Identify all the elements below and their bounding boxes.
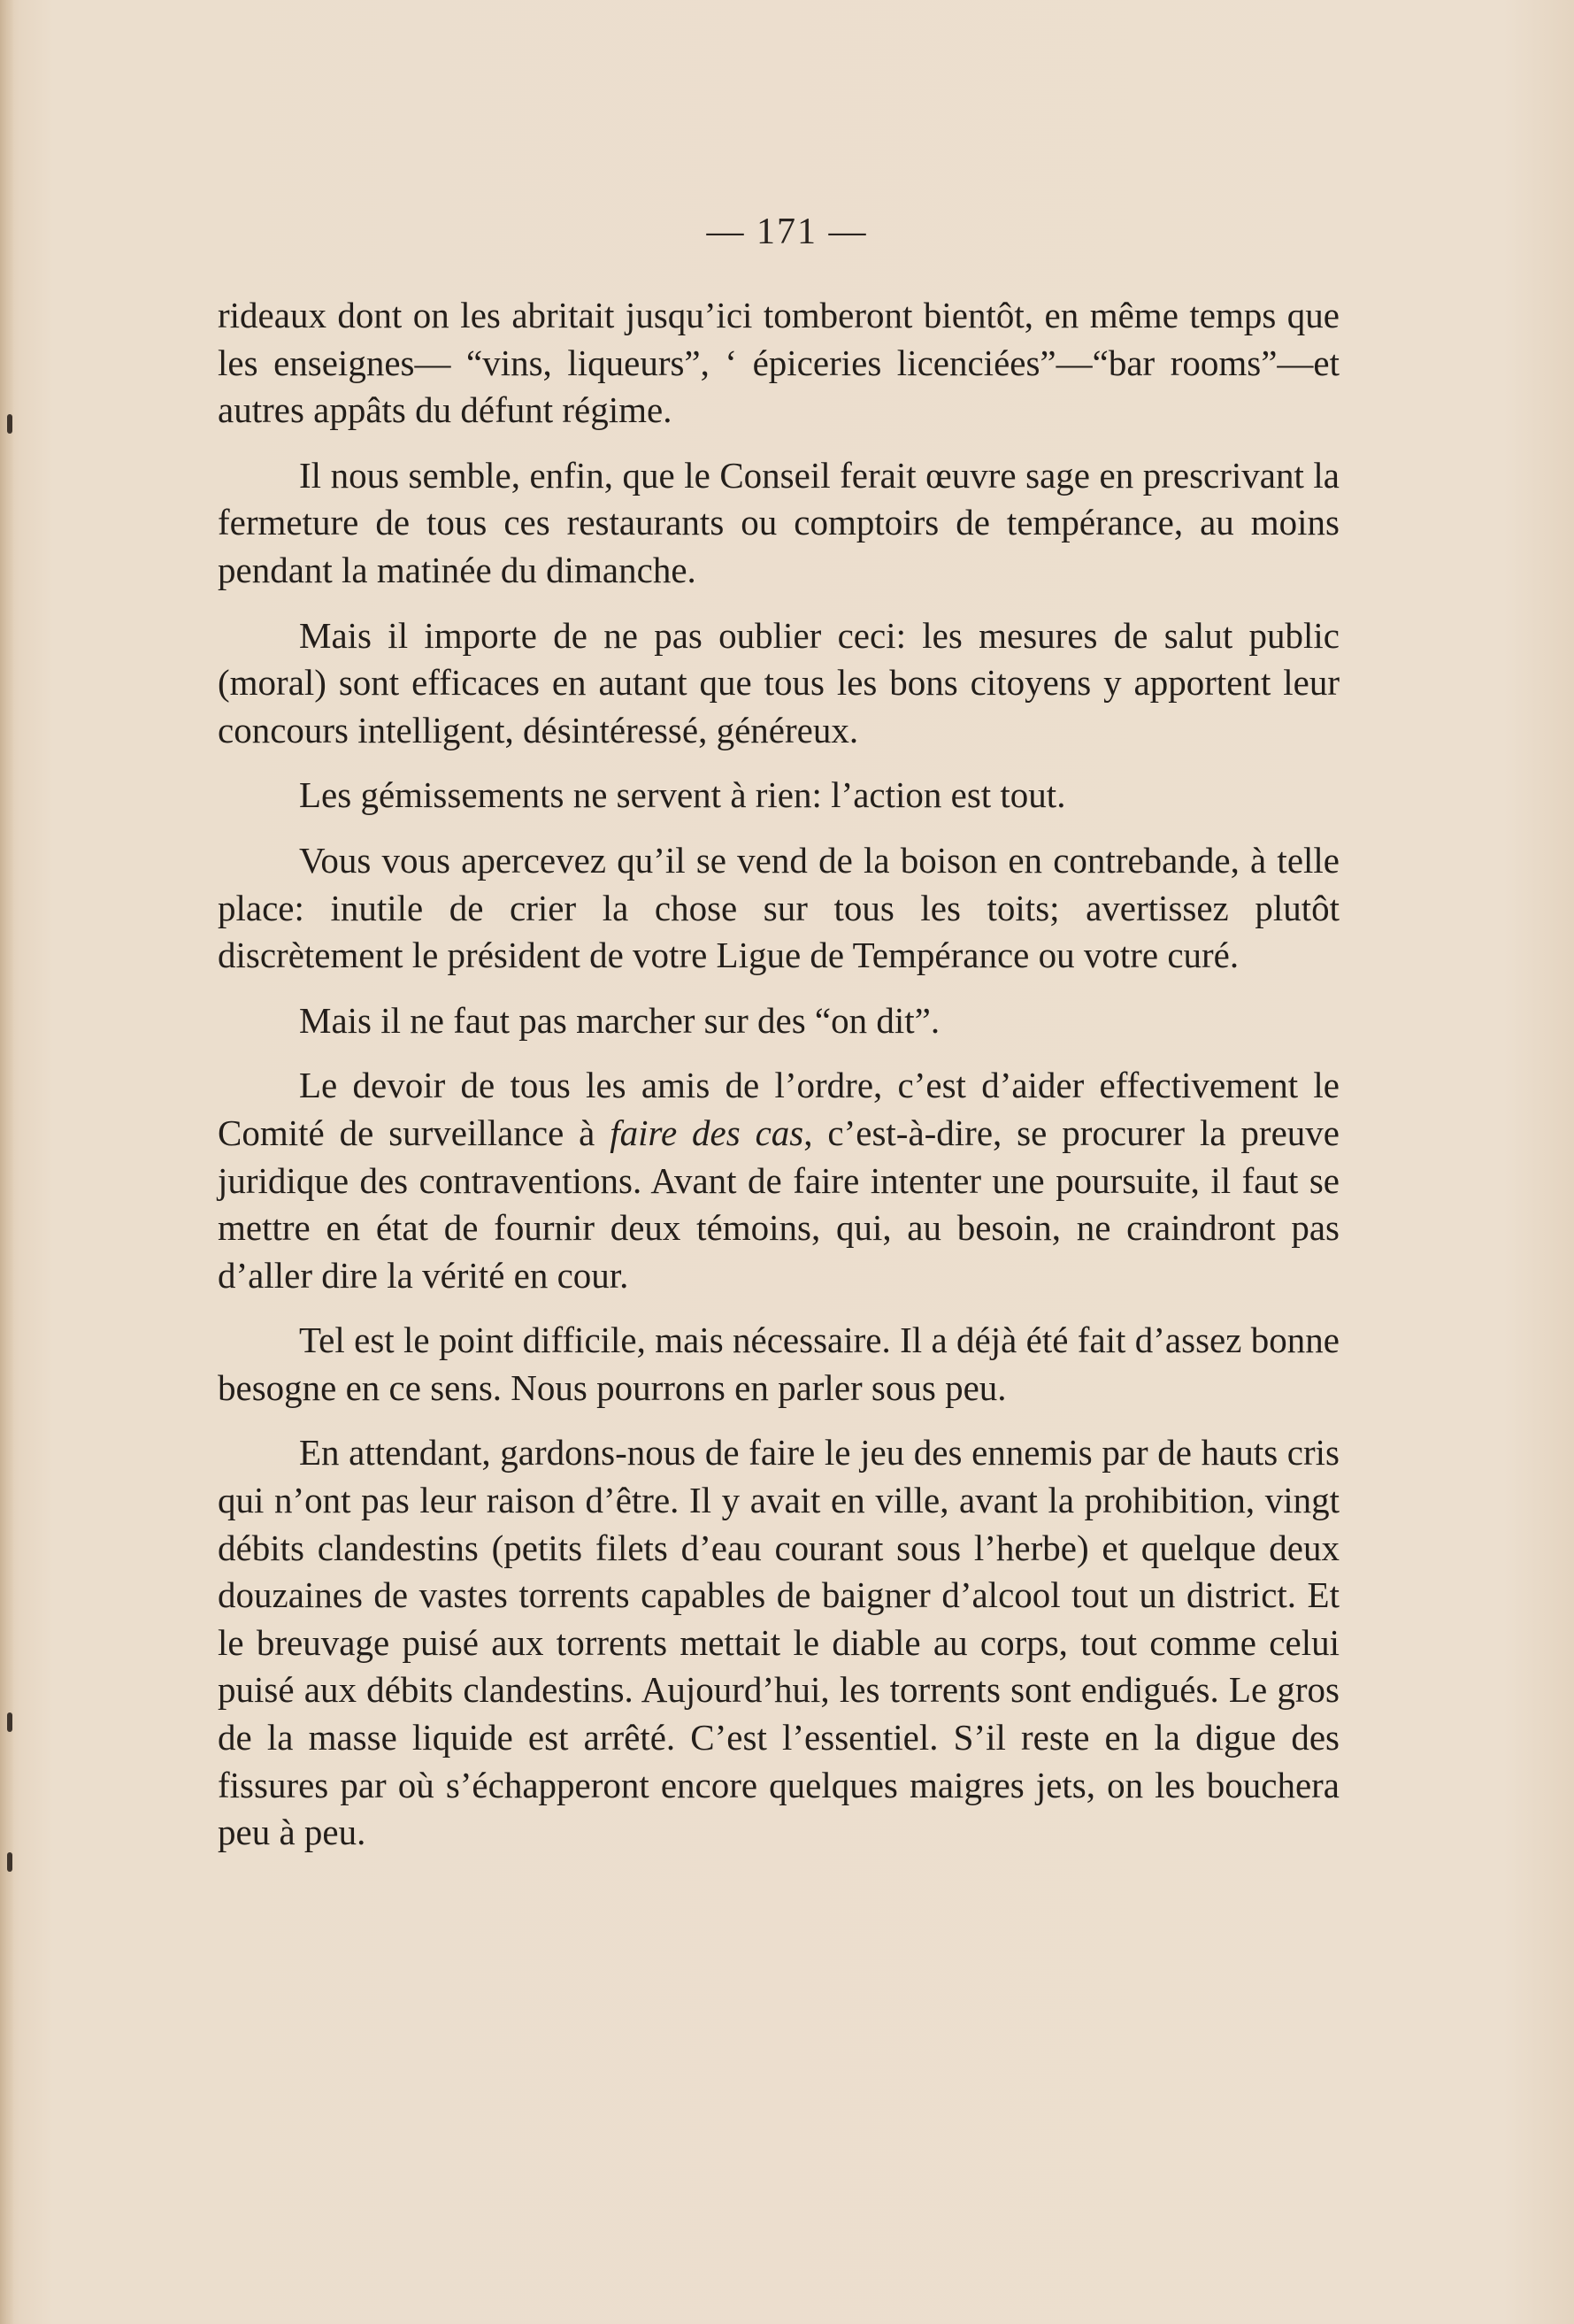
page-number: — 171 — [706, 212, 868, 252]
paragraph-text: Le devoir de tous les amis de l’ordre, c’est d’aider effectivement le Comité de surveillance à [218, 1065, 1340, 1153]
paragraph: rideaux dont on les abritait jusqu’ici tomberont bientôt, en même temps que les enseignes— “vins, liqueurs”, ‘ épiceries licenciées”—“bar rooms”—et autres appâts du défunt régime. [218, 295, 1340, 431]
binding-stitch [7, 414, 12, 434]
binding-stitch [7, 1712, 12, 1732]
page-binding-edge [0, 0, 14, 2324]
paragraph: Tel est le point difficile, mais nécessaire. Il a déjà été fait d’assez bonne besogne en ce sens. Nous pourrons en parler sous peu. [218, 1320, 1340, 1408]
body-text [218, 292, 1340, 1874]
paragraph: Mais il importe de ne pas oublier ceci: les mesures de salut public (moral) sont efficaces en autant que tous les bons citoyens y apportent leur concours intelligent, désintéressé, généreux. [218, 614, 1340, 750]
paragraph: Il nous semble, enfin, que le Conseil ferait œuvre sage en prescrivant la fermeture de tous ces restaurants ou comptoirs de tempérance, au moins pendant la matinée du dimanche. [218, 454, 1340, 590]
paragraph [218, 1062, 1340, 1299]
paragraph-text: , c’est-à-dire, se procurer la preuve juridique des contraventions. Avant de faire intenter une poursuite, il faut se mettre en état de fournir deux témoins, qui, au besoin, ne craindront pas d’aller dire la vérité en cour. [218, 1112, 1340, 1296]
paragraph: Mais il ne faut pas marcher sur des “on dit”. [299, 999, 941, 1041]
paragraph: En attendant, gardons-nous de faire le jeu des ennemis par de hauts cris qui n’ont pas leur raison d’être. Il y avait en ville, avant la prohibition, vingt débits clandestins (petits filets d’eau courant sous l’herbe) et quelque deux douzaines de vastes torrents capables de baigner d’alcool tout un district. Et le breuvage puisé aux torrents mettait le diable au corps, tout comme celui puisé aux débits clandestins. Aujourd’hui, les torrents sont endigués. Le gros de la masse liquide est arrêté. C’est l’essentiel. S’il reste en la digue des fissures par où s’échapperont encore quelques maigres jets, on les bouchera peu à peu. [218, 1432, 1340, 1853]
italic-phrase: faire des cas [610, 1112, 804, 1153]
binding-stitch [7, 1852, 12, 1872]
paragraph: Les gémissements ne servent à rien: l’action est tout. [299, 774, 1066, 816]
paragraph: Vous vous apercevez qu’il se vend de la boison en contrebande, à telle place: inutile de crier la chose sur tous les toits; avertissez plutôt discrètement le président de votre Ligue de Tempérance ou votre curé. [218, 839, 1340, 976]
